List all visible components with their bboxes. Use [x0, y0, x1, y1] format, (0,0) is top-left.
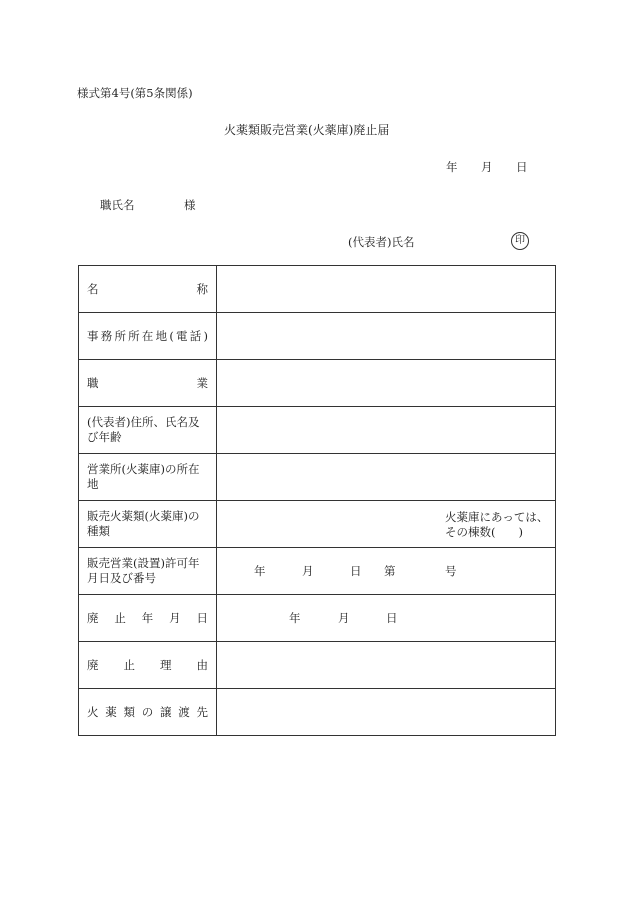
- label-char: 廃: [87, 610, 99, 625]
- magazine-count-note: [445, 510, 548, 540]
- label-char: 称: [196, 281, 208, 296]
- abolition-month-label: 月: [338, 611, 350, 625]
- label-abolition-date: [79, 595, 217, 642]
- field-explosive-types[interactable]: [217, 501, 556, 548]
- date-year-label: 年: [446, 160, 458, 174]
- field-abolition-date[interactable]: [217, 595, 556, 642]
- label-char: 地: [155, 328, 168, 343]
- form-table: [78, 265, 556, 736]
- permit-go-label: 号: [445, 564, 457, 578]
- field-representative[interactable]: [217, 407, 556, 454]
- form-number: 様式第4号(第5条関係): [77, 86, 193, 100]
- label-business-location: 営業所(火薬庫)の所在地: [79, 454, 217, 501]
- permit-dai-label: 第: [384, 564, 396, 578]
- label-char: 職: [87, 375, 99, 390]
- table-row-abolition-reason: [79, 642, 556, 689]
- label-office-address: [79, 313, 217, 360]
- form-title: 火薬類販売営業(火薬庫)廃止届: [224, 123, 390, 137]
- label-char: 在: [141, 328, 154, 343]
- label-char: 薬: [105, 704, 117, 719]
- field-business-location[interactable]: [217, 454, 556, 501]
- label-char: 止: [123, 657, 135, 672]
- date-day-label: 日: [516, 160, 528, 174]
- label-char: 年: [141, 610, 154, 625]
- label-char: 務: [100, 328, 113, 343]
- label-char: 所: [128, 328, 140, 343]
- label-char: 事: [87, 328, 99, 343]
- label-transferee: [79, 689, 217, 736]
- label-char: 業: [196, 375, 208, 390]
- permit-month-label: 月: [302, 564, 314, 578]
- label-char: 日: [196, 610, 208, 625]
- label-char: 譲: [160, 704, 172, 719]
- label-char: の: [141, 704, 154, 719]
- label-char: 理: [160, 657, 172, 672]
- label-char: 由: [196, 657, 208, 672]
- abolition-day-label: 日: [386, 611, 398, 625]
- table-row-permit: [79, 548, 556, 595]
- field-name[interactable]: [217, 266, 556, 313]
- magazine-note-line2: その棟数( ): [445, 525, 523, 539]
- label-char: (: [169, 328, 174, 343]
- label-char: 話: [189, 328, 202, 343]
- field-occupation[interactable]: [217, 360, 556, 407]
- label-occupation: [79, 360, 217, 407]
- abolition-year-label: 年: [289, 611, 301, 625]
- label-abolition-reason: [79, 642, 217, 689]
- label-char: 渡: [178, 704, 190, 719]
- field-transferee[interactable]: [217, 689, 556, 736]
- table-row-abolition-date: [79, 595, 556, 642]
- label-char: 火: [87, 704, 99, 719]
- field-permit[interactable]: [217, 548, 556, 595]
- label-char: 月: [169, 610, 181, 625]
- label-char: 類: [123, 704, 135, 719]
- field-office-address[interactable]: [217, 313, 556, 360]
- table-row-business-location: [79, 454, 556, 501]
- table-row-transferee: [79, 689, 556, 736]
- table-row-explosive-types: [79, 501, 556, 548]
- seal-mark: 印: [511, 232, 529, 250]
- field-abolition-reason[interactable]: [217, 642, 556, 689]
- label-char: 所: [114, 328, 126, 343]
- table-row-representative: [79, 407, 556, 454]
- label-explosive-types: 販売火薬類(火薬庫)の種類: [79, 501, 217, 548]
- date-month-label: 月: [481, 160, 493, 174]
- table-row-name: [79, 266, 556, 313]
- label-representative: (代表者)住所、氏名及び年齢: [79, 407, 217, 454]
- table-row-occupation: [79, 360, 556, 407]
- label-char: 先: [196, 704, 208, 719]
- table-row-office-address: [79, 313, 556, 360]
- label-char: 名: [87, 281, 99, 296]
- label-char: 止: [114, 610, 126, 625]
- permit-year-label: 年: [254, 564, 266, 578]
- label-char: ): [203, 328, 208, 343]
- label-char: 廃: [87, 657, 99, 672]
- label-permit: 販売営業(設置)許可年月日及び番号: [79, 548, 217, 595]
- permit-day-label: 日: [350, 564, 362, 578]
- magazine-note-line1: 火薬庫にあっては、: [445, 510, 549, 524]
- recipient-honorific: 様: [184, 198, 196, 212]
- label-char: 電: [176, 328, 188, 343]
- label-name: [79, 266, 217, 313]
- recipient-name-label: 職氏名: [100, 198, 135, 212]
- applicant-name-label: (代表者)氏名: [348, 235, 415, 249]
